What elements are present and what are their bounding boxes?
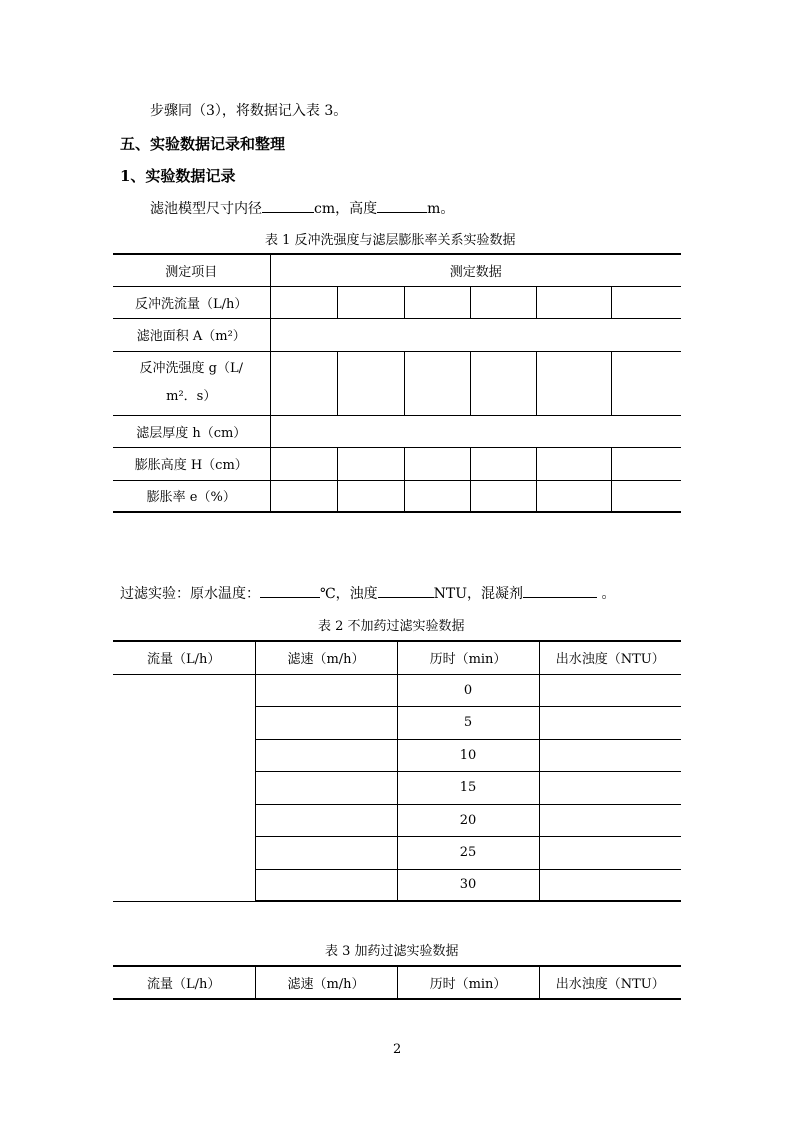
data-cell[interactable] [337,480,404,512]
duration-cell: 15 [397,771,539,804]
duration-cell: 25 [397,836,539,869]
duration-cell: 5 [397,706,539,739]
data-cell[interactable] [270,318,681,351]
header-duration: 历时（min） [397,641,539,674]
table3-header-row [113,966,681,999]
filtration-mid1: ℃，浊度 [320,586,378,602]
data-cell[interactable] [536,286,611,318]
velocity-cell[interactable] [255,869,397,901]
velocity-cell[interactable] [255,804,397,836]
data-cell[interactable] [404,480,470,512]
header-velocity: 滤速（m/h） [255,641,397,674]
turbidity-cell[interactable] [539,869,681,901]
row-label: 膨胀高度 H（cm） [113,447,270,480]
table3-caption: 表 3 加药过滤实验数据 [325,944,459,959]
water-temperature-blank[interactable] [260,584,320,598]
velocity-cell[interactable] [255,674,397,706]
filtration-prefix: 过滤实验：原水温度： [120,586,260,602]
model-size-prefix: 滤池模型尺寸内径 [150,201,262,217]
row-label: 膨胀率 e（%） [113,480,270,512]
table1-row-height [113,447,681,480]
row-label: 滤池面积 A（m²） [113,318,270,351]
turbidity-cell[interactable] [539,706,681,739]
duration-cell: 30 [397,869,539,901]
data-cell[interactable] [337,286,404,318]
table1-row-thickness [113,415,681,447]
header-duration: 历时（min） [397,966,539,999]
turbidity-cell[interactable] [539,804,681,836]
turbidity-cell[interactable] [539,771,681,804]
table1-header-row [113,254,681,286]
table1-row-rate [113,480,681,512]
velocity-cell[interactable] [255,771,397,804]
filtration-mid2: NTU，混凝剂 [433,586,524,602]
table1-row-flow [113,286,681,318]
flow-cell[interactable] [113,674,255,901]
filtration-suffix: 。 [597,586,616,602]
table1-caption: 表 1 反冲洗强度与滤层膨胀率关系实验数据 [265,233,516,248]
duration-cell: 0 [397,674,539,706]
turbidity-cell[interactable] [539,739,681,771]
duration-cell: 20 [397,804,539,836]
data-cell[interactable] [404,351,470,415]
table1-header-data: 测定数据 [270,254,681,286]
inner-diameter-blank[interactable] [262,199,314,213]
table-row [113,674,681,706]
table1-row-intensity [113,351,681,415]
data-cell[interactable] [470,447,536,480]
data-cell[interactable] [470,480,536,512]
data-cell[interactable] [404,447,470,480]
data-cell[interactable] [270,415,681,447]
step-line: 步骤同（3），将数据记入表 3。 [150,103,348,119]
data-cell[interactable] [270,480,337,512]
header-turbidity: 出水浊度（NTU） [539,966,681,999]
data-cell[interactable] [270,351,337,415]
row-label-line2: m²．s） [166,389,217,404]
row-label: 滤层厚度 h（cm） [113,415,270,447]
header-velocity: 滤速（m/h） [255,966,397,999]
row-label [113,351,270,415]
data-cell[interactable] [536,447,611,480]
table1-row-area [113,318,681,351]
table1-header-item: 测定项目 [113,254,270,286]
data-cell[interactable] [404,286,470,318]
model-size-mid: cm，高度 [314,201,378,217]
coagulant-blank[interactable] [523,584,597,598]
data-cell[interactable] [470,286,536,318]
table3 [113,965,681,1000]
filtration-line [120,583,616,603]
subsection-heading: 1、实验数据记录 [120,167,236,185]
data-cell[interactable] [611,480,681,512]
table2-header-row [113,641,681,674]
page-number: 2 [393,1042,402,1057]
data-cell[interactable] [270,447,337,480]
row-label: 反冲洗流量（L/h） [113,286,270,318]
data-cell[interactable] [611,447,681,480]
data-cell[interactable] [611,351,681,415]
data-cell[interactable] [337,447,404,480]
velocity-cell[interactable] [255,706,397,739]
velocity-cell[interactable] [255,739,397,771]
turbidity-blank[interactable] [378,584,434,598]
header-flow: 流量（L/h） [113,641,255,674]
turbidity-cell[interactable] [539,674,681,706]
model-size-suffix: m。 [427,201,455,217]
data-cell[interactable] [337,351,404,415]
data-cell[interactable] [470,351,536,415]
row-label-line1: 反冲洗强度 g（L/ [139,361,243,376]
turbidity-cell[interactable] [539,836,681,869]
height-blank[interactable] [377,199,427,213]
duration-cell: 10 [397,739,539,771]
table2-caption: 表 2 不加药过滤实验数据 [318,619,465,634]
table1 [113,253,681,513]
data-cell[interactable] [536,480,611,512]
data-cell[interactable] [536,351,611,415]
header-turbidity: 出水浊度（NTU） [539,641,681,674]
header-flow: 流量（L/h） [113,966,255,999]
data-cell[interactable] [270,286,337,318]
velocity-cell[interactable] [255,836,397,869]
data-cell[interactable] [611,286,681,318]
model-size-line [150,198,454,218]
section-heading: 五、实验数据记录和整理 [120,135,286,153]
table2 [113,640,681,902]
